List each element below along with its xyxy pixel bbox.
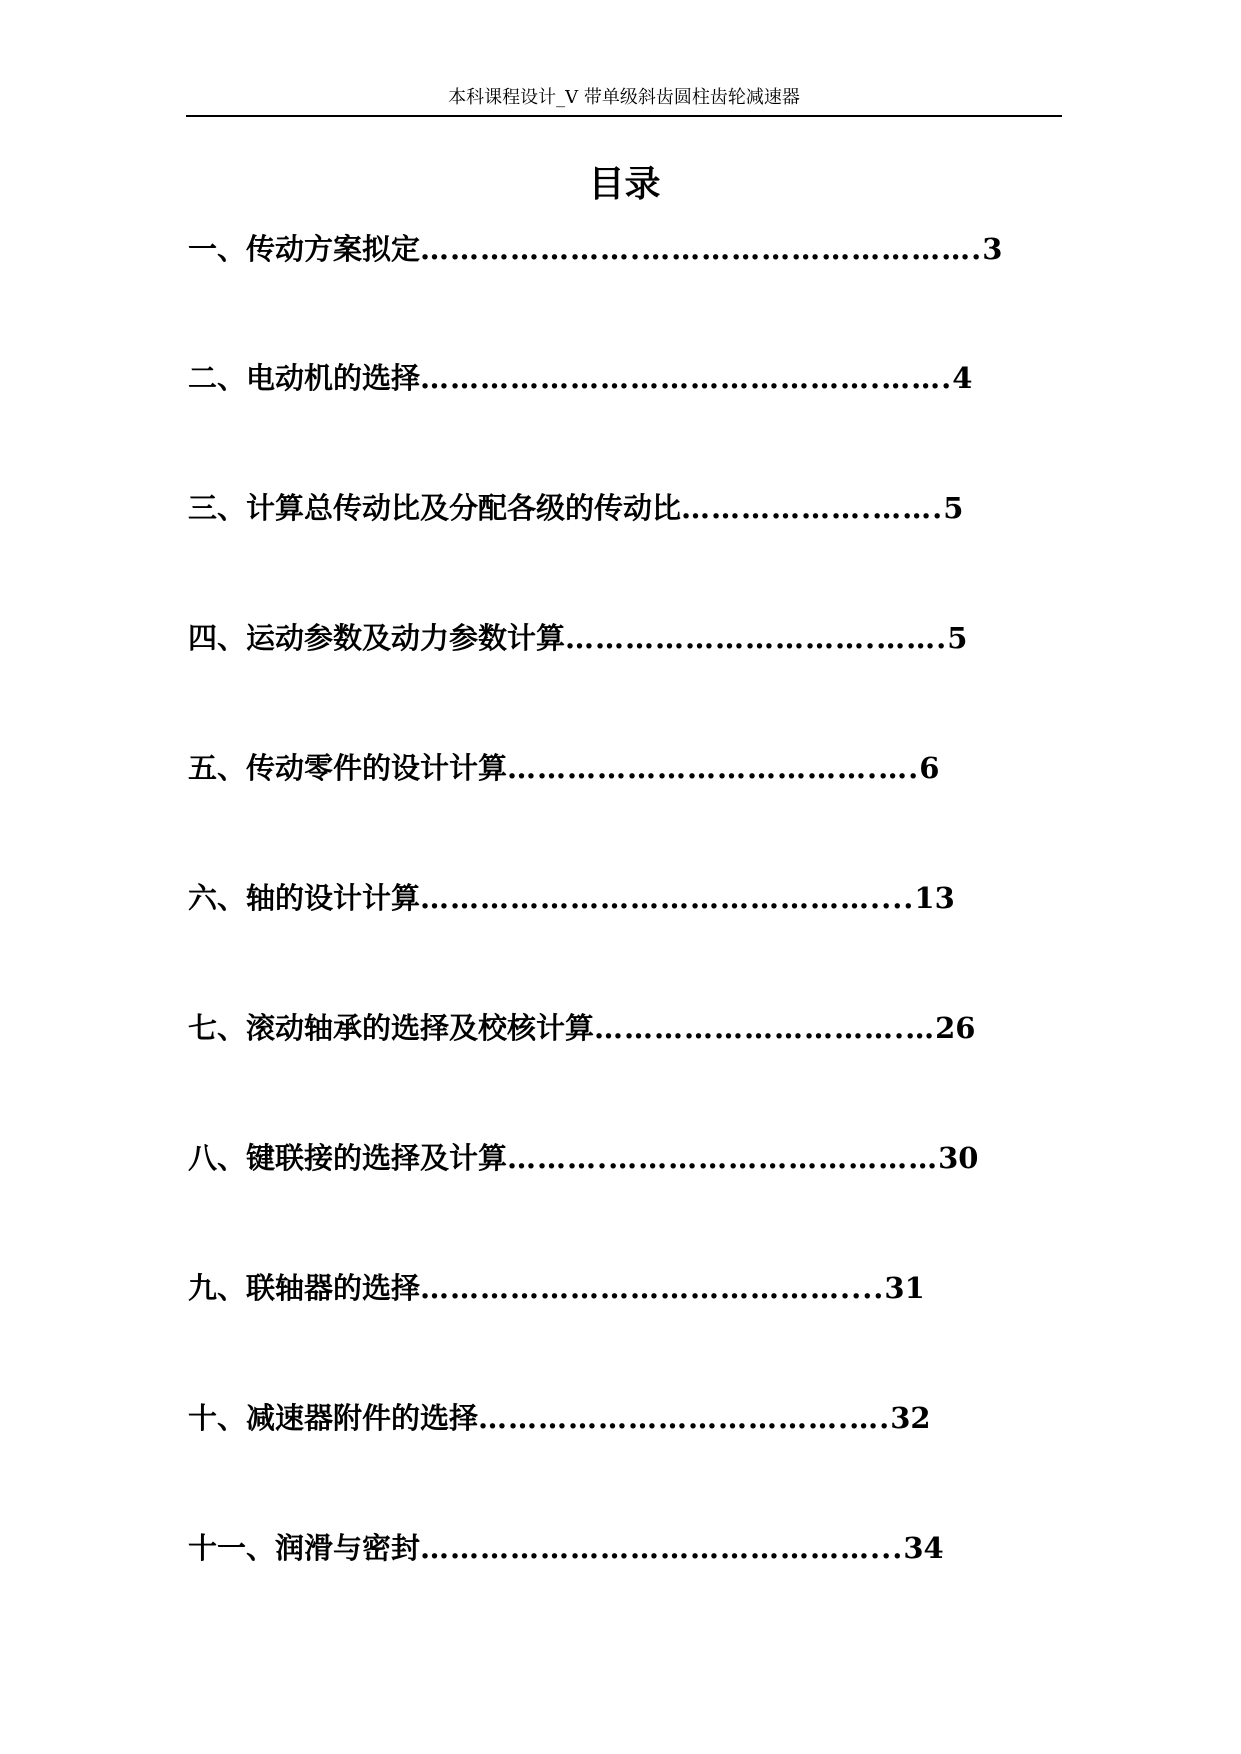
toc-entry[interactable] <box>188 878 955 918</box>
toc-entry[interactable] <box>188 1528 944 1568</box>
toc-entry-label: 四、运动参数及动力参数计算 <box>188 621 566 655</box>
toc-entry-label: 五、传动零件的设计计算 <box>188 751 508 785</box>
toc-entry-leader: ………………………………………... <box>420 1531 904 1565</box>
toc-entry[interactable] <box>188 1138 978 1178</box>
toc-entry[interactable] <box>188 748 939 788</box>
toc-entry[interactable] <box>188 229 1002 269</box>
toc-entry[interactable] <box>188 1268 925 1308</box>
toc-entry-page: 30 <box>938 1141 979 1175</box>
toc-entry-leader: ……………………………………….……. <box>420 361 953 395</box>
toc-entry-leader: ………………………….… <box>594 1011 936 1045</box>
toc-entry-page: 6 <box>919 751 940 785</box>
toc-entry-label: 一、传动方案拟定 <box>188 232 421 266</box>
toc-entry-page: 26 <box>935 1011 976 1045</box>
toc-entry-leader: ……………………………….…. <box>507 751 920 785</box>
toc-entry-label: 九、联轴器的选择 <box>188 1271 421 1305</box>
toc-entry-label: 六、轴的设计计算 <box>188 881 421 915</box>
toc-entry-leader: ……………….……. <box>681 491 944 525</box>
toc-entry[interactable] <box>188 618 967 658</box>
toc-entry-leader: ………………….……………………………. <box>420 232 983 266</box>
toc-entry-leader: ……………………………….…. <box>478 1401 891 1435</box>
toc-entry-leader: ……………………………………….... <box>420 881 915 915</box>
toc-entry-label: 三、计算总传动比及分配各级的传动比 <box>188 491 682 525</box>
running-header: 本科课程设计_V 带单级斜齿圆柱齿轮减速器 <box>448 87 800 108</box>
toc-entry-page: 5 <box>943 491 964 525</box>
toc-entry[interactable] <box>188 488 963 528</box>
toc-entry-leader: ………………………….……. <box>565 621 948 655</box>
toc-entry-page: 4 <box>952 361 973 395</box>
toc-entry-label: 二、电动机的选择 <box>188 361 421 395</box>
toc-entry-leader: …………………………………….... <box>420 1271 885 1305</box>
toc-entry[interactable] <box>188 1008 975 1048</box>
toc-entry-page: 13 <box>914 881 955 915</box>
toc-entry-leader: ……….…………………………… <box>507 1141 939 1175</box>
toc-entry-page: 5 <box>947 621 968 655</box>
toc-entry-page: 32 <box>890 1401 931 1435</box>
toc-entry-label: 八、键联接的选择及计算 <box>188 1141 508 1175</box>
toc-entry-page: 3 <box>982 232 1003 266</box>
toc-entry-label: 十一、润滑与密封 <box>188 1531 421 1565</box>
header-divider <box>186 115 1062 117</box>
toc-entry-page: 34 <box>903 1531 944 1565</box>
toc-title: 目录 <box>588 163 661 205</box>
toc-entry[interactable] <box>188 358 972 398</box>
toc-entry-page: 31 <box>884 1271 925 1305</box>
toc-entry-label: 十、减速器附件的选择 <box>188 1401 479 1435</box>
toc-entry[interactable] <box>188 1398 931 1438</box>
toc-entry-label: 七、滚动轴承的选择及校核计算 <box>188 1011 595 1045</box>
